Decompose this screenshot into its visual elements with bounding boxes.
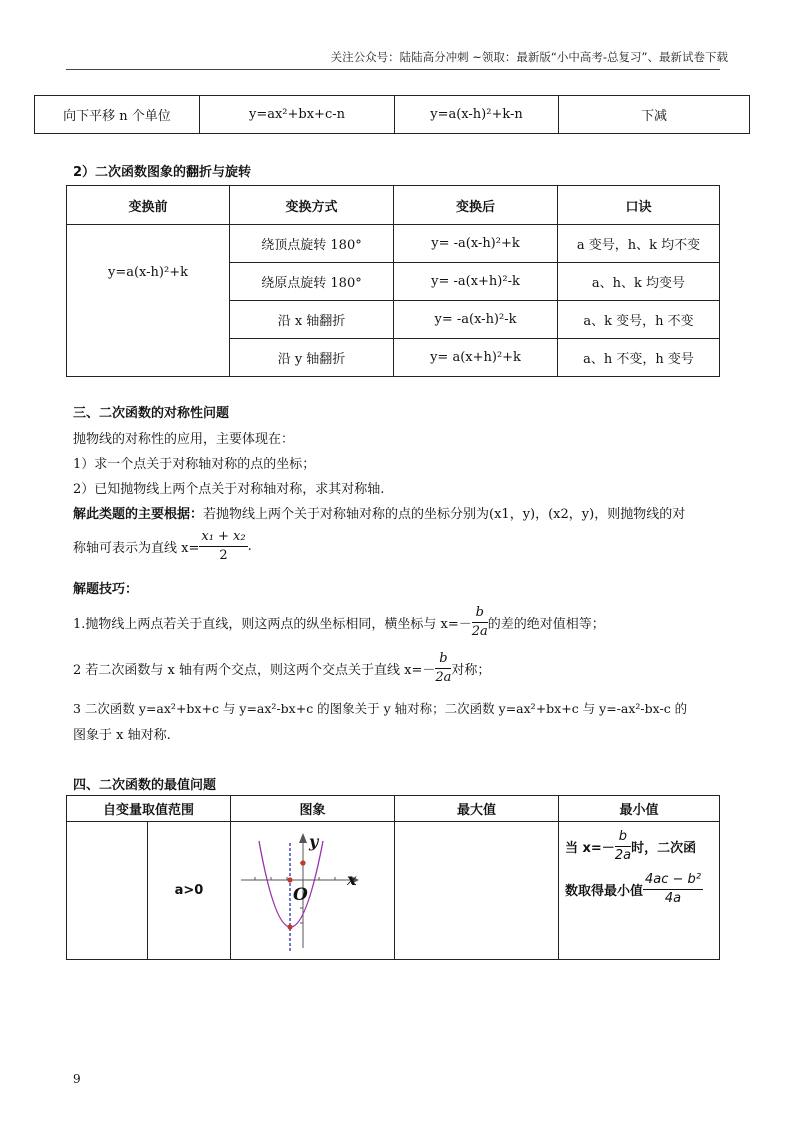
section3-title: 三、二次函数的对称性问题 [73,406,230,421]
cell-result: y=a(x-h)²+k-n [395,96,559,134]
header-max: 最大值 [395,796,559,822]
intercept-point [300,860,305,865]
header-divider [66,69,720,70]
skill1-text-b: 的差的绝对值相等； [487,617,605,632]
extremum-table [66,795,720,960]
translation-table-tail [34,95,750,134]
origin-label: O [293,884,308,905]
header-tip: 口诀 [558,186,720,225]
fraction-denominator: 2a [614,848,632,863]
skill3-line2: 图象于 x 轴对称. [73,728,171,743]
fraction-numerator: b [472,604,488,623]
range-empty-cell [67,822,148,960]
basis-text: 若抛物线上两个关于对称轴对称的点的坐标分别为(x1，y)，(x2，y)，则抛物线的对 [203,507,686,522]
fraction-numerator: x₁ + x₂ [199,528,247,547]
page-header: 关注公众号：陆陆高分冲刺 ~领取：最新版“小中高考-总复习”、最新试卷下载 [330,50,728,64]
header-graph: 图象 [231,796,395,822]
basis-text2: 称轴可表示为直线 x= [73,541,200,556]
section3-item1: 1）求一个点关于对称轴对称的点的坐标； [73,457,316,472]
axis-point [287,877,292,882]
method-cell: 绕原点旋转 180° [230,263,394,301]
skills-label: 解题技巧： [73,582,139,597]
after-cell: y= a(x+h)²+k [394,339,558,377]
skill1-text-a: 1.抛物线上两点若关于直线，则这两点的纵坐标相同，横坐标与 x=－ [73,617,472,632]
fraction-numerator: b [435,650,451,669]
y-axis-label: y [309,831,319,851]
fraction-numerator: 4ac − b² [643,871,703,890]
basis-line [73,503,685,522]
min-fraction-x [615,828,631,865]
header-method: 变换方式 [230,186,394,225]
skill1-fraction [472,604,488,641]
graph-cell [231,822,395,960]
cell-translation: 向下平移 n 个单位 [35,96,200,134]
x-axis-label: x [347,869,357,889]
after-cell: y= -a(x-h)²-k [394,301,558,339]
fraction-denominator: 2a [435,670,452,685]
max-value-cell [395,822,559,960]
flip-rotate-table [66,185,720,377]
y-axis-arrow [299,833,307,843]
after-cell: y= -a(x-h)²+k [394,225,558,263]
after-cell: y= -a(x+h)²-k [394,263,558,301]
min-line1 [565,828,713,865]
section3-intro: 抛物线的对称性的应用，主要体现在： [73,432,295,447]
fraction-denominator: 2 [219,548,228,563]
tip-cell: a、k 变号，h 不变 [558,301,720,339]
section2-title: 2）二次函数图象的翻折与旋转 [73,165,252,180]
before-formula: y=a(x-h)²+k [67,225,230,377]
method-cell: 绕顶点旋转 180° [230,225,394,263]
tip-cell: a、h 不变，h 变号 [558,339,720,377]
skill2-text-a: 2 若二次函数与 x 轴有两个交点，则这两个交点关于直线 x=－ [73,663,436,678]
min-text-a: 当 x=－ [565,841,615,856]
header-min: 最小值 [559,796,720,822]
header-before: 变换前 [67,186,230,225]
vertex-point [287,924,292,929]
fraction-denominator: 2a [471,624,488,639]
cell-original: y=ax²+bx+c-n [200,96,395,134]
skill2-line [73,650,490,687]
min-fraction-value [643,871,703,908]
min-line2 [565,871,713,908]
header-after: 变换后 [394,186,558,225]
basis-line2: 称轴可表示为直线 x= $\frac{\text{x₁ + x₂}}{2}$ . [73,529,252,563]
method-cell: 沿 x 轴翻折 [230,301,394,339]
skill3-line1: 3 二次函数 y=ax²+bx+c 与 y=ax²-bx+c 的图象关于 y 轴对称；二次函数 y=ax²+bx+c 与 y=-ax²-bx-c 的 [73,701,688,716]
skill2-text-b: 对称； [451,663,491,678]
tip-cell: a 变号，h、k 均不变 [558,225,720,263]
method-cell: 沿 y 轴翻折 [230,339,394,377]
skill2-fraction [435,650,451,687]
min-text-b: 时，二次函 [631,841,697,856]
axis-fraction [199,528,247,565]
tip-cell: a、h、k 均变号 [558,263,720,301]
min-value-cell [559,822,720,960]
page-number: 9 [73,1072,81,1086]
basis-label: 解此类题的主要根据： [73,507,204,522]
condition-a-positive: a>0 [148,822,231,960]
header-range: 自变量取值范围 [67,796,231,822]
parabola-curve [259,841,323,927]
fraction-denominator: 4a [664,891,682,906]
parabola-graph [231,823,391,959]
min-text-c: 数取得最小值 [565,884,644,899]
section4-title: 四、二次函数的最值问题 [73,778,217,793]
cell-mnemonic: 下减 [559,96,750,134]
fraction-numerator: b [615,828,631,847]
skill1-line [73,604,605,641]
section3-item2: 2）已知抛物线上两个点关于对称轴对称，求其对称轴. [73,482,385,497]
